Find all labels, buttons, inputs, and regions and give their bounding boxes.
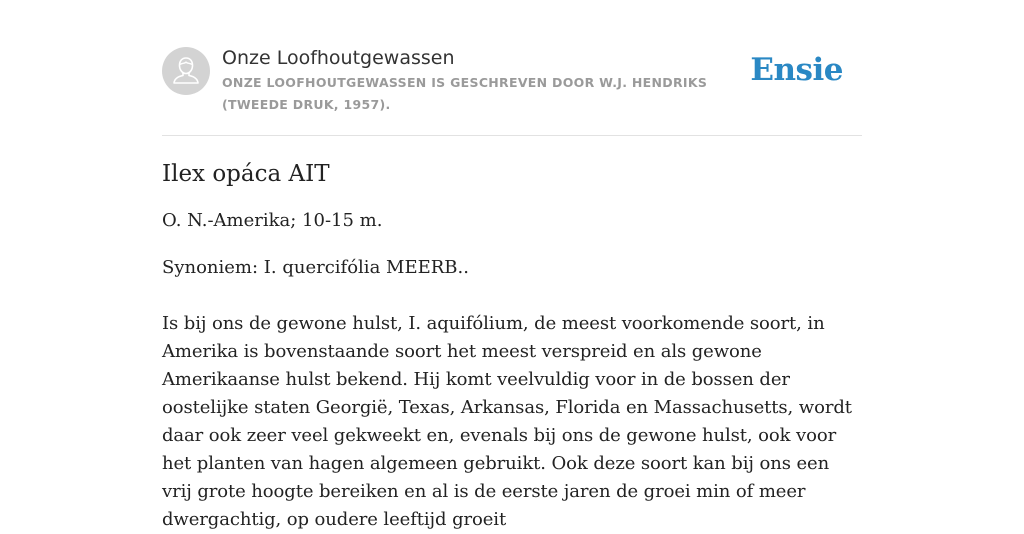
source-title[interactable]: Onze Loofhoutgewassen (222, 47, 455, 69)
source-header (162, 46, 862, 136)
user-icon (162, 47, 210, 95)
article-body: Is bij ons de gewone hulst, I. aquifólium, de meest voorkomende soort, in Amerika is bovenstaande soort het meest verspreid en als gewone Amerikaanse hulst bekend. Hij komt veelvuldig voor in de bossen der oostelijke staten Georgië, Texas, Arkansas, Florida en Massachusetts, wordt daar ook zeer veel gekweekt en, evenals bij ons de gewone hulst, ook voor het planten van hagen algemeen gebruikt. Ook deze soort kan bij ons een vrij grote hoogte bereiken en al is de eerste jaren de groei min of meer dwergachtig, op oudere leeftijd groeit (162, 313, 852, 530)
article-origin: O. N.-Amerika; 10-15 m. (162, 210, 383, 231)
source-description: ONZE LOOFHOUTGEWASSEN IS GESCHREVEN DOOR W.J. HENDRIKS (TWEEDE DRUK, 1957). (222, 75, 708, 112)
article-synonym: Synoniem: I. quercifólia MEERB.. (162, 257, 469, 278)
avatar (162, 47, 210, 95)
article-title: Ilex opáca AIT (162, 161, 330, 187)
ensie-logo[interactable]: Ensie (750, 52, 843, 88)
header-divider (162, 135, 862, 136)
article (162, 156, 862, 534)
